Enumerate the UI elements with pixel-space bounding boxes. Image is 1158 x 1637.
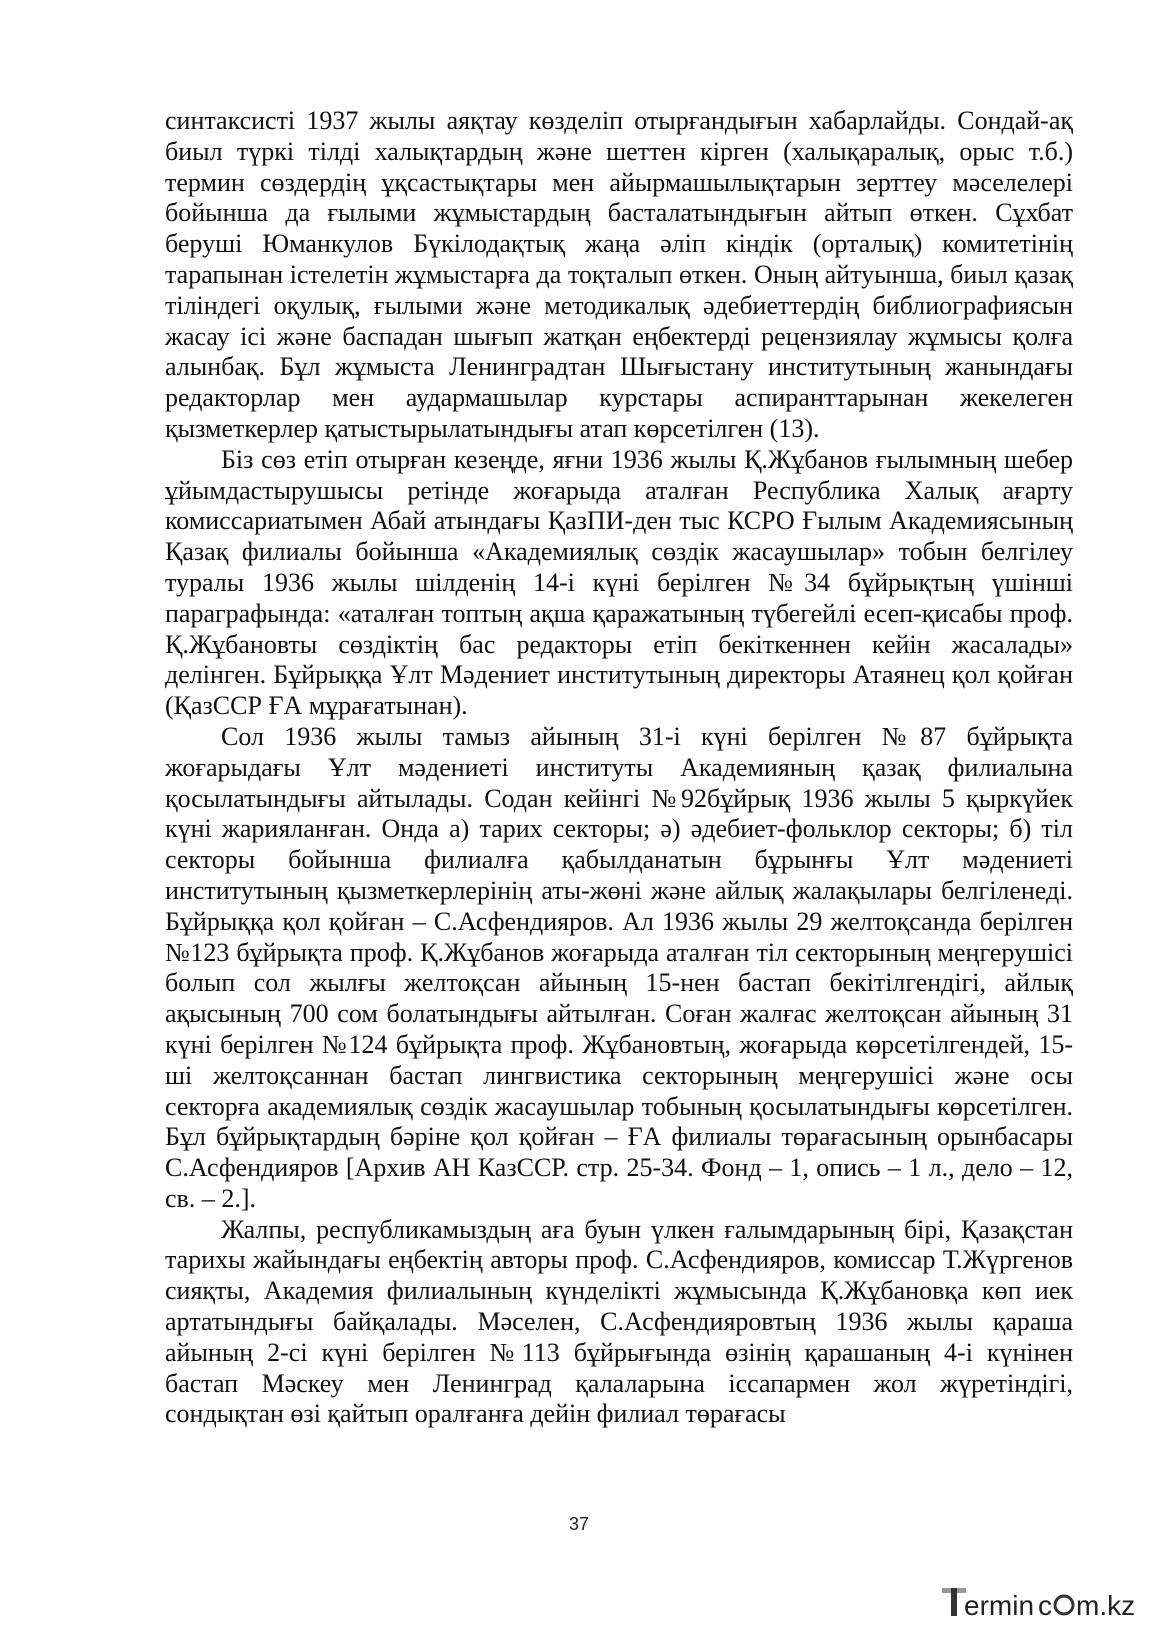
paragraph: Біз сөз етіп отырған кезеңде, яғни 1936 жылы Қ.Жұбанов ғылымның шебер ұйымдастырушысы ретінде жоғарыда аталған Республика Халық ағарту комиссариатымен Абай атындағы ҚазПИ-ден тыс КСРО Ғылым Академиясының Қазақ филиалы бойынша «Академиялық сөздік жасаушылар» тобын белгілеу туралы 1936 жылы шілденің 14-і күні берілген №34 бұйрықтың үшінші параграфында: «аталған топтың ақша қаражатының түбегейлі есеп-қисабы проф. Қ.Жұбановты сөздіктің бас редакторы етіп бекіткеннен кейін жасалады» делінген. Бұйрыққа Ұлт Мәдениет институтының директоры Атаянец қол қойған (ҚазССР ҒА мұрағатынан).	[165, 444, 1073, 721]
paragraph: Сол 1936 жылы тамыз айының 31-і күні берілген №87 бұйрықта жоғарыдағы Ұлт мәдениеті институты Академияның қазақ филиалына қосылатындығы айтылады. Содан кейінгі №92бұйрық 1936 жылы 5 қыркүйек күні жарияланған. Онда а) тарих секторы; ә) әдебиет-фольклор секторы; б) тіл секторы бойынша филиалға қабылданатын бұрынғы Ұлт мәдениеті институтының қызметкерлерінің аты-жөні және айлық жалақылары белгіленеді. Бұйрыққа қол қойған – С.Асфендияров. Ал 1936 жылы 29 желтоқсанда берілген №123 бұйрықта проф. Қ.Жұбанов жоғарыда аталған тіл секторының меңгерушісі болып сол жылғы желтоқсан айының 15-нен бастап бекітілгендігі, айлық ақысының 700 сом болатындығы айтылған. Соған жалғас желтоқсан айының 31 күні берілген №124 бұйрықта проф. Жұбановтың, жоғарыда көрсетілгендей, 15-ші желтоқсаннан бастап лингвистика секторының меңгерушісі және осы секторға академиялық сөздік жасаушылар тобының қосылатындығы көрсетілген. Бұл бұйрықтардың бәріне қол қойған – ҒА филиалы төрағасының орынбасары С.Асфендияров [Архив АН КазССР. стр. 25-34. Фонд – 1, опись – 1 л., дело – 12, св. – 2.].	[165, 721, 1073, 1213]
paragraph: Жалпы, республикамыздың аға буын үлкен ғалымдарының бірі, Қазақстан тарихы жайындағы еңбектің авторы проф. С.Асфендияров, комиссар Т.Жүргенов сияқты, Академия филиалының күнделікті жұмысында Қ.Жұбановқа көп иек артатындығы байқалады. Мәселен, С.Асфендияровтың 1936 жылы қараша айының 2-сі күні берілген №113 бұйрығында өзінің қарашаның 4-і күнінен бастап Мәскеу мен Ленинград қалаларына іссапармен жол жүретіндігі, сондықтан өзі қайтып оралғанға дейін филиал төрағасы	[165, 1214, 1073, 1429]
logo-ring-icon	[1055, 1596, 1073, 1614]
logo-text-part3: m.kz	[1076, 1590, 1136, 1621]
watermark-logo	[940, 1578, 1150, 1628]
logo-t-stem	[951, 1588, 957, 1616]
body-text	[165, 106, 1073, 1430]
logo-text-part2: c	[1038, 1590, 1052, 1621]
logo-text-part1: ermin	[964, 1590, 1035, 1621]
page-number: 37	[568, 1514, 590, 1534]
paragraph-continuation: синтаксисті 1937 жылы аяқтау көзделіп отырғандығын хабарлайды. Сондай-ақ биыл түркі тілді халықтардың және шеттен кірген (халықаралық, орыс т.б.) термин сөздердің ұқсастықтары мен айырмашылықтарын зерттеу мәселелері бойынша да ғылыми жұмыстардың басталатындығын айтып өткен. Сұхбат беруші Юманкулов Бүкілодақтық жаңа әліп кіндік (орталық) комитетінің тарапынан істелетін жұмыстарға да тоқталып өткен. Оның айтуынша, биыл қазақ тіліндегі оқулық, ғылыми және методикалық әдебиеттердің библиографиясын жасау ісі және баспадан шығып жатқан еңбектерді рецензиялау жұмысы қолға алынбақ. Бұл жұмыста Ленинградтан Шығыстану институтының жанындағы редакторлар мен аудармашылар курстары аспиранттарынан жекелеген қызметкерлер қатыстырылатындығы атап көрсетілген (13).	[165, 106, 1073, 443]
